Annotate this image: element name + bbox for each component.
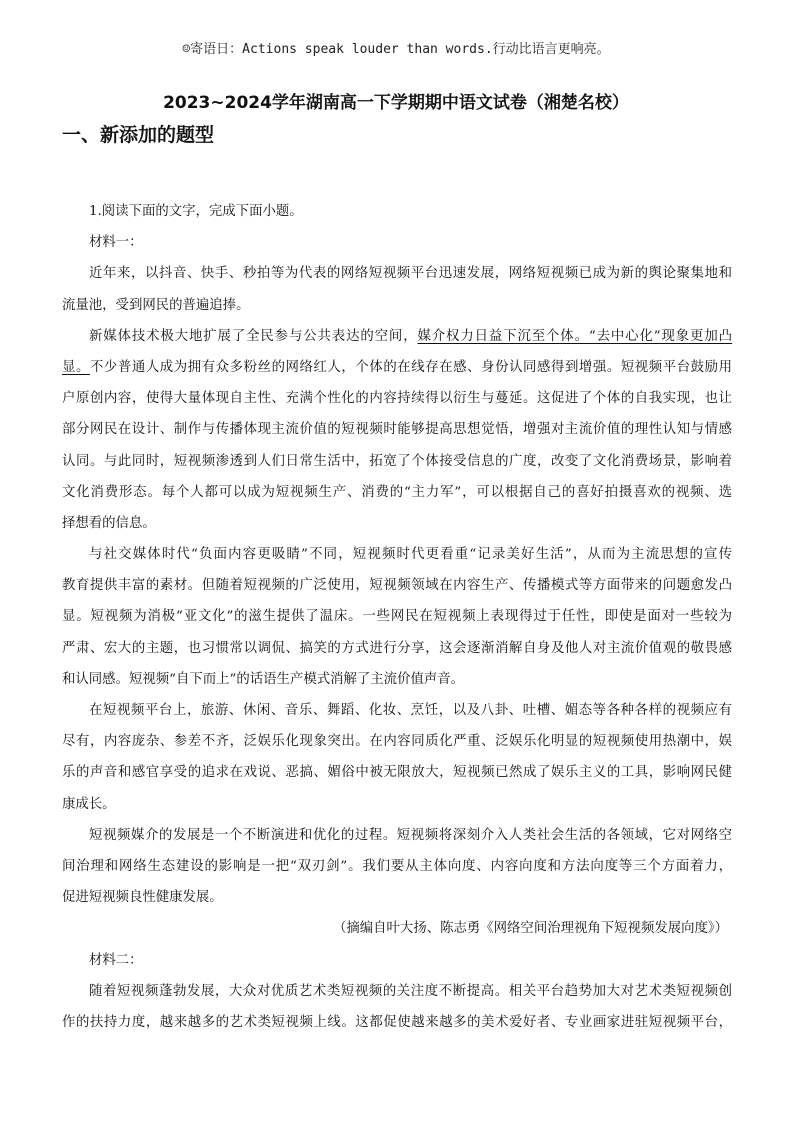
paragraph-line: 户原创内容，使得大量体现自主性、充满个性化的内容持续得以衍生与蔓延。这促进了个体的自我实现，也让 [62,391,732,407]
material-label: 材料一： [89,235,143,251]
paragraph-line: 尽有，内容庞杂、参差不齐，泛娱乐化现象突出。在内容同质化严重、泛娱乐化明显的短视频使用热潮中，娱 [62,734,732,750]
paragraph-line: 严肃、宏大的主题，也习惯常以调侃、搞笑的方式进行分享，这会逐渐消解自身及他人对主流价值观的敬畏感 [62,640,732,656]
paragraph-line: 和认同感。短视频“自下而上”的话语生产模式消解了主流价值声音。 [62,671,465,687]
paragraph-line: 促进短视频良性健康发展。 [62,890,223,906]
section-heading: 一、新添加的题型 [62,124,215,146]
text-segment: 新媒体技术极大地扩展了全民参与公共表达的空间， [89,328,418,344]
motto-header: ☺寄语日：Actions speak louder than words.行动比语言更响亮。 [182,42,610,57]
paragraph-line: 与社交媒体时代“负面内容更吸睛”不同，短视频时代更看重“记录美好生活”，从而为主流思想的宣传 [89,547,732,563]
paragraph-line: 康成长。 [62,796,116,812]
citation: （摘编自叶大扬、陈志勇《网络空间治理视角下短视频发展向度》） [332,921,728,937]
paragraph-line: 在短视频平台上，旅游、休闲、音乐、舞蹈、化妆、烹饪，以及八卦、吐槽、媚态等各种各样的视频应有 [89,703,732,718]
paragraph-line: 文化消费形态。每个人都可以成为短视频生产、消费的“主力军”，可以根据自己的喜好拍摄喜欢的视频、选 [62,484,732,500]
paragraph-line [62,352,732,383]
underlined-text: 显。 [62,359,90,375]
paragraph-line: 显。短视频为消极“亚文化”的滋生提供了温床。一些网民在短视频上表现得过于任性，即使是面对一些较为 [62,609,732,625]
page-title: 2023~2024学年湖南高一下学期期中语文试卷（湘楚名校） [163,93,629,113]
material-label: 材料二： [89,952,143,968]
paragraph-line: 流量池，受到网民的普遍追捧。 [62,297,250,313]
underlined-text: 媒介权力日益下沉至个体。“去中心化”现象更加凸 [417,328,732,344]
paragraph-line: 择想看的信息。 [62,515,156,531]
paragraph-line: 短视频媒介的发展是一个不断演进和优化的过程。短视频将深刻介入人类社会生活的各领域，它对网络空 [89,827,732,843]
paragraph-line: 随着短视频蓬勃发展，大众对优质艺术类短视频的关注度不断提高。相关平台趋势加大对艺术类短视频创 [89,983,732,999]
text-segment: 不少普通人成为拥有众多粉丝的网络红人，个体的在线存在感、身份认同感得到增强。短视频平台鼓励用 [89,359,732,375]
paragraph-line: 近年来，以抖音、快手、秒拍等为代表的网络短视频平台迅速发展，网络短视频已成为新的舆论聚集地和 [89,266,732,282]
paragraph-line: 认同。与此同时，短视频渗透到人们日常生活中，拓宽了个体接受信息的广度，改变了文化消费场景，影响着 [62,453,732,469]
question-prompt: 1.阅读下面的文字，完成下面小题。 [89,204,303,219]
paragraph-line: 作的扶持力度，越来越多的艺术类短视频上线。这都促使越来越多的美术爱好者、专业画家进驻短视频平台， [62,1014,732,1030]
paragraph-line: 乐的声音和感官享受的追求在戏说、恶搞、媚俗中被无限放大，短视频已然成了娱乐主义的工具，影响网民健 [62,765,732,781]
paragraph-line: 部分网民在设计、制作与传播体现主流价值的短视频时能够提高思想觉悟，增强对主流价值的理性认知与情感 [62,422,732,438]
passage-body [62,196,732,1038]
paragraph-line: 教育提供丰富的素材。但随着短视频的广泛使用，短视频领域在内容生产、传播模式等方面带来的问题愈发凸 [62,578,732,594]
paragraph-line: 间治理和网络生态建设的影响是一把“双刃剑”。我们要从主体向度、内容向度和方法向度等三个方面着力， [62,858,732,874]
paragraph-line [62,321,732,352]
